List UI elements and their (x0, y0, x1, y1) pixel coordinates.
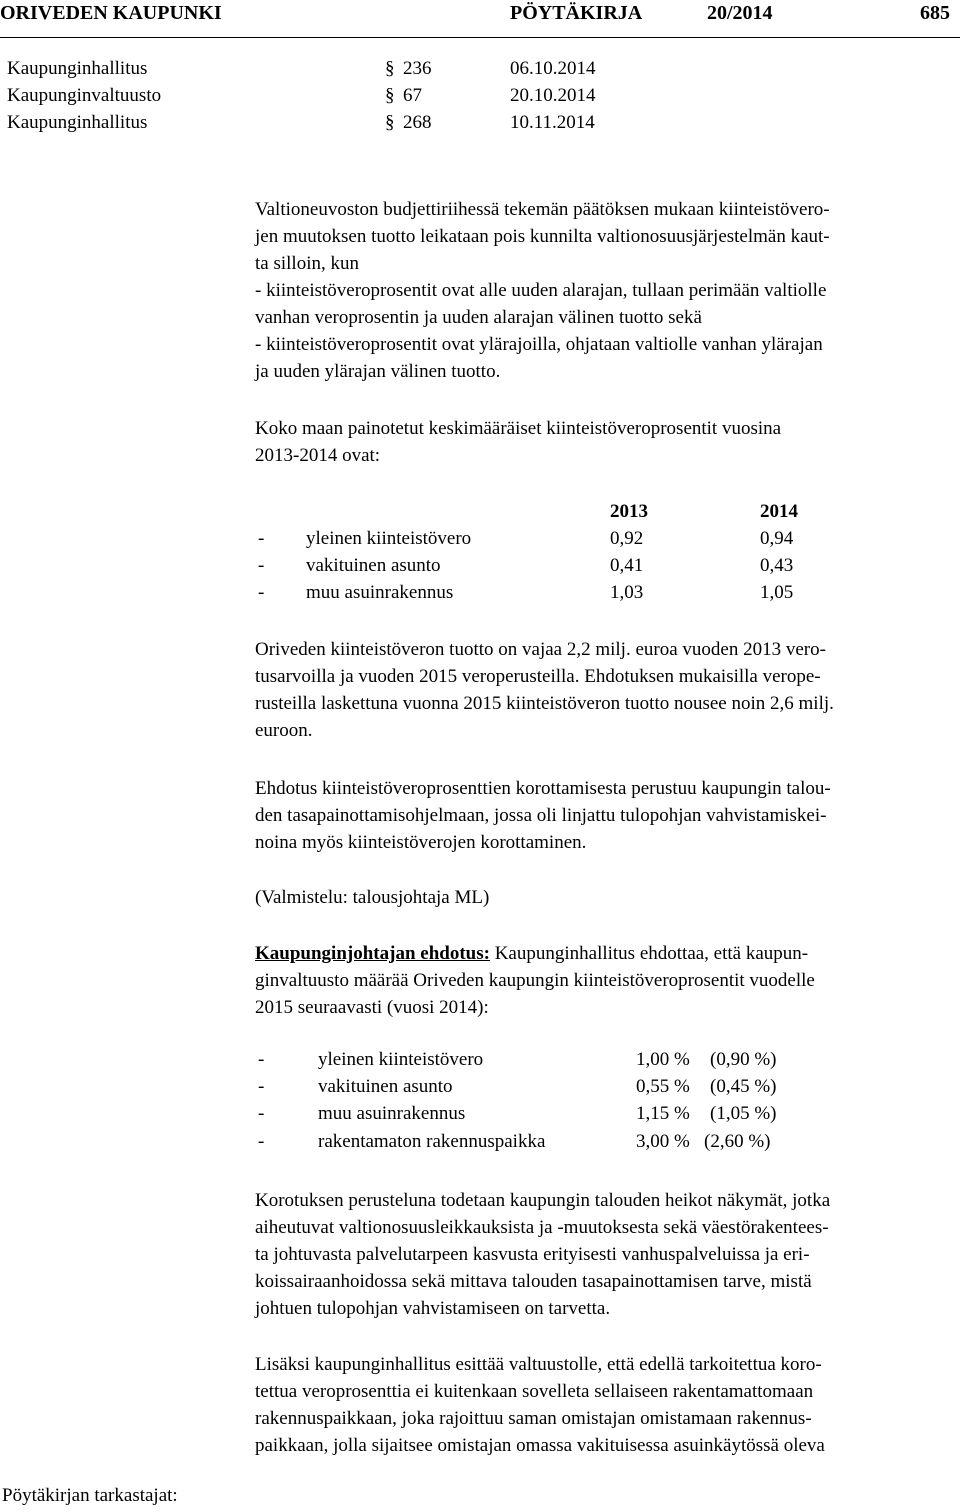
text-line: ginvaltuusto määrää Oriveden kaupungin kiinteistöveroprosentit vuodelle (255, 970, 815, 991)
row-value-2013: 0,41 (610, 555, 644, 576)
row-label: yleinen kiinteistövero (318, 1049, 484, 1070)
text-line: ja uuden ylärajan välinen tuotto. (255, 361, 501, 382)
reference-date: 06.10.2014 (510, 58, 596, 79)
row-previous: (1,05 %) (710, 1103, 777, 1124)
text-line: ta silloin, kun (255, 253, 359, 274)
text-line: vanhan veroprosentin ja uuden alarajan välinen tuotto sekä (255, 307, 702, 328)
section-symbol: § (385, 85, 395, 106)
text-line: paikkaan, jolla sijaitsee omistajan omassa vakituisessa asuinkäytössä oleva (255, 1435, 825, 1456)
reference-body: Kaupunginhallitus (7, 112, 148, 133)
row-value: 1,15 % (636, 1103, 690, 1124)
row-value-2013: 0,92 (610, 528, 644, 549)
section-symbol: § (385, 58, 395, 79)
text-line: jen muutoksen tuotto leikataan pois kunnilta valtionosuusjärjestelmän kaut- (255, 226, 830, 247)
text-line: koissairaanhoidossa sekä mittava talouden tasapainottamisen tarve, mistä (255, 1271, 812, 1292)
row-dash: - (258, 528, 265, 549)
proposal-first-line (255, 940, 808, 967)
row-dash: - (258, 1131, 265, 1152)
minutes-checkers-label: Pöytäkirjan tarkastajat: (2, 1485, 178, 1506)
row-value-2014: 0,94 (760, 528, 794, 549)
text-line: - kiinteistöveroprosentit ovat alle uuden alarajan, tullaan perimään valtiolle (255, 280, 827, 301)
text-line: tusarvoilla ja vuoden 2015 veroperusteilla. Ehdotuksen mukaisilla verope- (255, 666, 821, 687)
section-symbol: § (385, 112, 395, 133)
text-line: 2013-2014 ovat: (255, 445, 381, 466)
text-line: euroon. (255, 720, 313, 741)
row-label: yleinen kiinteistövero (306, 528, 472, 549)
text-line: Korotuksen perusteluna todetaan kaupungin talouden heikot näkymät, jotka (255, 1190, 831, 1211)
text-line: Lisäksi kaupunginhallitus esittää valtuustolle, että edellä tarkoitettua koro- (255, 1354, 822, 1375)
reference-body: Kaupunginvaltuusto (7, 85, 162, 106)
reference-number: 67 (403, 85, 422, 106)
row-previous: (0,45 %) (710, 1076, 777, 1097)
page-number: 685 (920, 2, 950, 24)
row-value-2013: 1,03 (610, 582, 644, 603)
row-label: vakituinen asunto (318, 1076, 453, 1097)
column-header-2013: 2013 (610, 501, 648, 522)
text-line: Ehdotus kiinteistöveroprosenttien korottamisesta perustuu kaupungin talou- (255, 778, 831, 799)
row-label: vakituinen asunto (306, 555, 441, 576)
text-line: ta johtuvasta palvelutarpeen kasvusta erityisesti vanhuspalveluissa ja eri- (255, 1244, 810, 1265)
row-dash: - (258, 1076, 265, 1097)
row-dash: - (258, 1049, 265, 1070)
reference-number: 236 (403, 58, 432, 79)
row-value: 3,00 % (636, 1131, 690, 1152)
preparer-note: (Valmistelu: talousjohtaja ML) (255, 887, 490, 908)
row-previous: (0,90 %) (710, 1049, 777, 1070)
proposal-heading: Kaupunginjohtajan ehdotus: (255, 943, 490, 964)
proposal-text: Kaupunginhallitus ehdottaa, että kaupun- (489, 943, 809, 964)
text-line: den tasapainottamisohjelmaan, jossa oli linjattu tulopohjan vahvistamiskei- (255, 805, 827, 826)
text-line: rakennuspaikkaan, joka rajoittuu saman omistajan omistamaan rakennus- (255, 1408, 812, 1429)
text-line: johtuen tulopohjan vahvistamiseen on tarvetta. (255, 1298, 611, 1319)
text-line: aiheutuvat valtionosuusleikkauksista ja -muutoksesta sekä väestörakentees- (255, 1217, 829, 1238)
reference-date: 20.10.2014 (510, 85, 596, 106)
row-value-2014: 1,05 (760, 582, 794, 603)
text-line: Koko maan painotetut keskimääräiset kiinteistöveroprosentit vuosina (255, 418, 782, 439)
row-previous: (2,60 %) (704, 1131, 771, 1152)
org-name: ORIVEDEN KAUPUNKI (0, 2, 222, 24)
header-rule (0, 37, 960, 38)
row-value-2014: 0,43 (760, 555, 794, 576)
row-dash: - (258, 582, 265, 603)
doc-type: PÖYTÄKIRJA (510, 2, 643, 24)
text-line: - kiinteistöveroprosentit ovat ylärajoilla, ohjataan valtiolle vanhan ylärajan (255, 334, 823, 355)
reference-number: 268 (403, 112, 432, 133)
text-line: rusteilla laskettuna vuonna 2015 kiinteistöveron tuotto nousee noin 2,6 milj. (255, 693, 834, 714)
reference-date: 10.11.2014 (510, 112, 595, 133)
text-line: Valtioneuvoston budjettiriihessä tekemän päätöksen mukaan kiinteistövero- (255, 199, 830, 220)
column-header-2014: 2014 (760, 501, 798, 522)
reference-body: Kaupunginhallitus (7, 58, 148, 79)
row-dash: - (258, 1103, 265, 1124)
row-label: muu asuinrakennus (306, 582, 454, 603)
text-line: tettua veroprosenttia ei kuitenkaan sovelleta sellaiseen rakentamattomaan (255, 1381, 814, 1402)
doc-number: 20/2014 (707, 2, 773, 24)
row-value: 0,55 % (636, 1076, 690, 1097)
row-label: muu asuinrakennus (318, 1103, 466, 1124)
row-value: 1,00 % (636, 1049, 690, 1070)
row-dash: - (258, 555, 265, 576)
row-label: rakentamaton rakennuspaikka (318, 1131, 546, 1152)
text-line: 2015 seuraavasti (vuosi 2014): (255, 997, 489, 1018)
text-line: Oriveden kiinteistöveron tuotto on vajaa 2,2 milj. euroa vuoden 2013 vero- (255, 639, 826, 660)
text-line: noina myös kiinteistöverojen korottaminen. (255, 832, 587, 853)
